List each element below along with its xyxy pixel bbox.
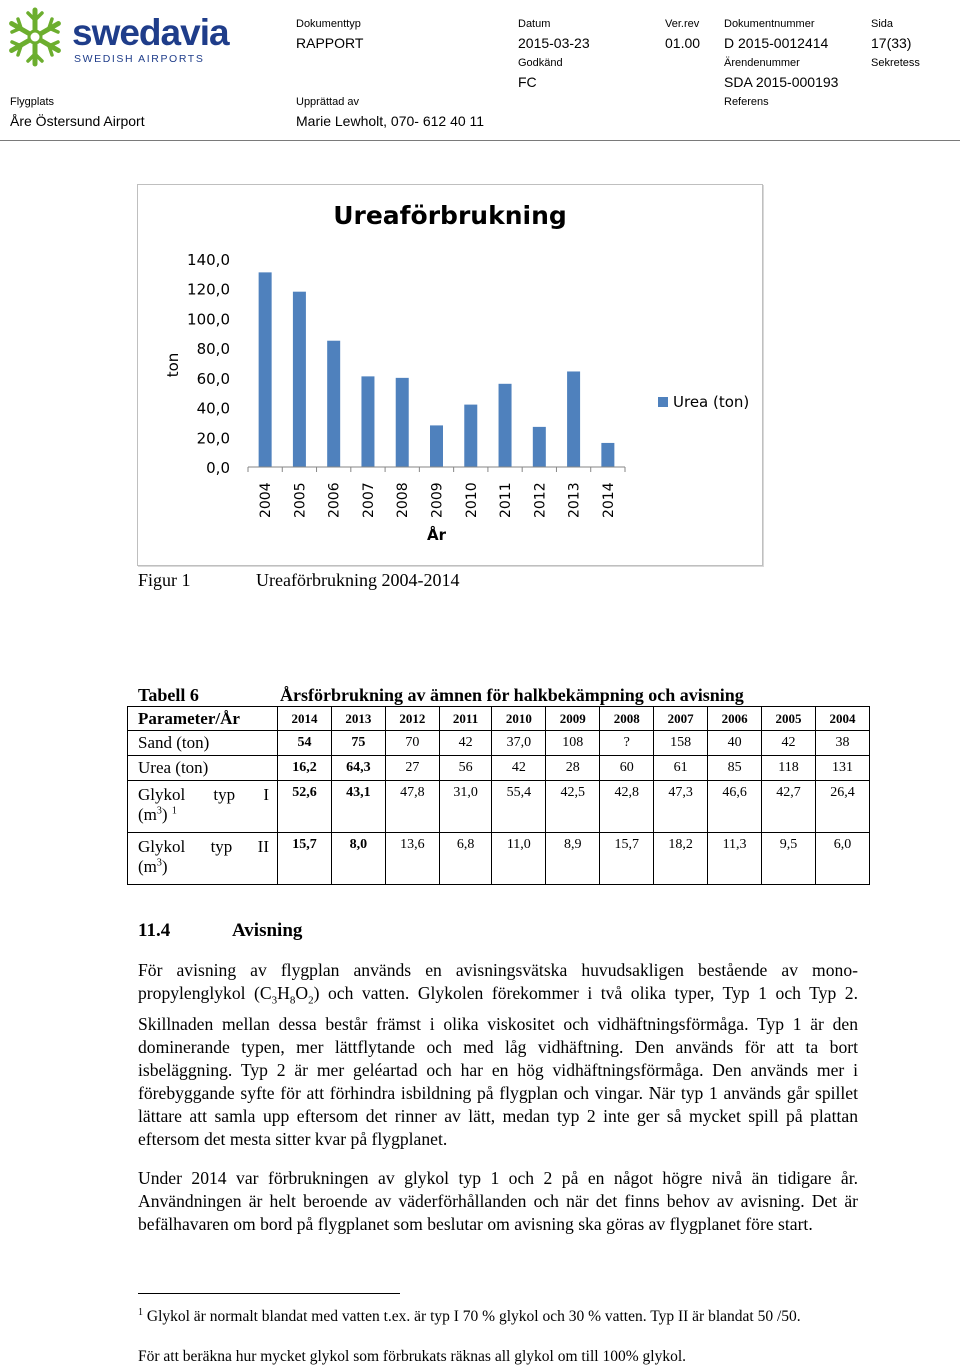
- header-divider: [0, 140, 960, 141]
- case-value: SDA 2015-000193: [724, 74, 839, 90]
- bar: [499, 384, 512, 467]
- figure-text: Ureaförbrukning 2004-2014: [256, 570, 460, 590]
- table-cell: 42,7: [762, 781, 816, 833]
- year-header: 2007: [654, 707, 708, 731]
- table-cell: 70: [385, 731, 439, 756]
- year-header: 2011: [439, 707, 492, 731]
- approved-value: FC: [518, 74, 537, 90]
- y-tick-label: 60,0: [196, 369, 230, 388]
- row-label-word: II: [257, 837, 269, 856]
- table-cell: 75: [331, 731, 385, 756]
- table-cell: 56: [439, 756, 492, 781]
- urea-chart: [137, 184, 763, 566]
- doc-type-label: Dokumenttyp: [296, 18, 361, 30]
- page-label: Sida: [871, 18, 894, 30]
- x-tick-label: 2008: [395, 482, 412, 518]
- bar: [464, 405, 477, 467]
- year-header: 2009: [546, 707, 600, 731]
- x-tick-label: 2007: [360, 482, 377, 518]
- row-label-word: I: [263, 785, 269, 804]
- footnote-text-1: Glykol är normalt blandat med vatten t.ex. är typ I 70 % glykol och 30 % vatten. Typ II är blandat 50 /50.: [146, 1308, 801, 1326]
- table-cell: 40: [708, 731, 762, 756]
- footnote-marker: 1: [138, 1307, 143, 1318]
- footnote: [138, 1303, 858, 1327]
- legend-swatch: [658, 397, 668, 407]
- footnote-ref: 1: [171, 805, 177, 817]
- x-tick-label: 2006: [326, 482, 343, 518]
- bar: [327, 341, 340, 467]
- year-header: 2013: [331, 707, 385, 731]
- table-cell: 28: [546, 756, 600, 781]
- footnote-text-2: För att beräkna hur mycket glykol som förbrukats räknas all glykol om till 100% glykol.: [138, 1348, 687, 1365]
- y-axis-label: ton: [164, 352, 182, 378]
- table-cell: 47,8: [385, 781, 439, 833]
- figure-label: Figur 1: [138, 570, 191, 590]
- legend-label: Urea (ton): [673, 393, 750, 411]
- row-label: [128, 833, 278, 885]
- airport-value: Åre Östersund Airport: [10, 113, 145, 129]
- table-cell: 52,6: [278, 781, 332, 833]
- section-title: Avisning: [232, 920, 303, 941]
- table-cell: 16,2: [278, 756, 332, 781]
- param-header: Parameter/År: [128, 707, 278, 731]
- table-cell: 61: [654, 756, 708, 781]
- table-row-glykol-1: [128, 781, 870, 833]
- y-tick-label: 120,0: [187, 280, 230, 299]
- table-cell: 158: [654, 731, 708, 756]
- row-label-unit: [138, 857, 269, 877]
- bar: [533, 427, 546, 467]
- x-tick-label: 2009: [429, 482, 446, 518]
- y-tick-label: 100,0: [187, 310, 230, 329]
- formula-o: O: [295, 983, 309, 1003]
- row-label-word: typ: [210, 837, 233, 856]
- unit-exponent: 3: [156, 857, 162, 869]
- bar: [396, 378, 409, 467]
- table-cell: 131: [815, 756, 869, 781]
- table-header-row: [128, 707, 870, 731]
- table-cell: 38: [815, 731, 869, 756]
- table-label: Tabell 6: [138, 685, 199, 705]
- brand-name: swedavia: [72, 12, 229, 53]
- rev-label: Ver.rev: [665, 18, 700, 30]
- unit-close: ): [161, 805, 168, 824]
- bar: [259, 272, 272, 467]
- section-number: 11.4: [138, 920, 171, 941]
- secrecy-label: Sekretess: [871, 57, 920, 69]
- author-label: Upprättad av: [296, 96, 359, 108]
- row-label-line: [138, 785, 269, 805]
- year-header: 2010: [492, 707, 546, 731]
- table-row-glykol-2: [128, 833, 870, 885]
- row-label-word: Glykol: [138, 837, 186, 856]
- page-value: 17(33): [871, 35, 912, 51]
- row-label-line: [138, 837, 269, 857]
- reference-label: Referens: [724, 96, 769, 108]
- x-tick-label: 2010: [463, 482, 480, 518]
- table-cell: 15,7: [278, 833, 332, 885]
- bar: [430, 425, 443, 467]
- year-header: 2006: [708, 707, 762, 731]
- table-cell: 8,9: [546, 833, 600, 885]
- paragraph-2: Under 2014 var förbrukningen av glykol typ 1 och 2 på en något högre nivå än tidigare år. Användningen är helt beroende av väderförhållanden och när det finns behov av avisning. Det är befälhavaren om bord på flygplanet som beslutar om avisning ska göras av flygplanet före start.: [138, 1168, 858, 1234]
- formula-h: H: [277, 983, 290, 1003]
- table-cell: 26,4: [815, 781, 869, 833]
- chart-plot: [138, 185, 762, 565]
- table-cell: 85: [708, 756, 762, 781]
- table-cell: 18,2: [654, 833, 708, 885]
- y-tick-label: 40,0: [196, 399, 230, 418]
- table-cell: 13,6: [385, 833, 439, 885]
- table-cell: 42,8: [600, 781, 654, 833]
- figure-caption: [138, 570, 459, 591]
- unit-text: (m: [138, 857, 157, 876]
- x-axis-title: År: [426, 526, 447, 544]
- row-label-word: typ: [213, 785, 236, 804]
- table-cell: 118: [762, 756, 816, 781]
- rev-value: 01.00: [665, 35, 701, 51]
- table-cell: 42: [492, 756, 546, 781]
- year-header: 2008: [600, 707, 654, 731]
- table-cell: 42,5: [546, 781, 600, 833]
- paragraph-1-text-a: För avisning av flygplan används en avisningsvätska huvudsakligen bestående av mono-propylenglykol (C: [138, 960, 858, 1003]
- table-cell: 15,7: [600, 833, 654, 885]
- table-cell: 64,3: [331, 756, 385, 781]
- row-label: Urea (ton): [128, 756, 278, 781]
- table-cell: 43,1: [331, 781, 385, 833]
- paragraph-1: [138, 959, 858, 1151]
- row-label-unit: [138, 805, 269, 825]
- unit-exponent: 3: [156, 805, 162, 817]
- table-cell: 42: [439, 731, 492, 756]
- unit-close: ): [161, 857, 168, 876]
- row-label: [128, 781, 278, 833]
- x-tick-label: 2014: [600, 482, 617, 518]
- table-row-urea: [128, 756, 870, 781]
- y-tick-label: 140,0: [187, 251, 230, 269]
- table-cell: 60: [600, 756, 654, 781]
- bar: [567, 371, 580, 467]
- doc-type-value: RAPPORT: [296, 35, 364, 51]
- unit-text: (m: [138, 805, 157, 824]
- x-tick-label: 2004: [258, 482, 275, 518]
- formula-sub-c: 3: [271, 994, 278, 1007]
- year-header: 2012: [385, 707, 439, 731]
- table-cell: 27: [385, 756, 439, 781]
- table-cell: 46,6: [708, 781, 762, 833]
- y-tick-label: 0,0: [206, 459, 230, 477]
- date-label: Datum: [518, 18, 551, 30]
- table-cell: 11,0: [492, 833, 546, 885]
- formula-sub-o: 2: [308, 994, 314, 1007]
- year-header: 2014: [278, 707, 332, 731]
- table-cell: 47,3: [654, 781, 708, 833]
- table-title: Årsförbrukning av ämnen för halkbekämpning och avisning: [280, 685, 744, 705]
- docnum-value: D 2015-0012414: [724, 35, 829, 51]
- table-cell: ?: [600, 731, 654, 756]
- docnum-label: Dokumentnummer: [724, 18, 815, 30]
- bar: [293, 292, 306, 467]
- footnote-divider: [138, 1293, 400, 1294]
- table-row-sand: [128, 731, 870, 756]
- table-cell: 54: [278, 731, 332, 756]
- table-cell: 31,0: [439, 781, 492, 833]
- bar: [361, 376, 374, 467]
- table-cell: 55,4: [492, 781, 546, 833]
- table-cell: 11,3: [708, 833, 762, 885]
- bar: [601, 443, 614, 467]
- paragraph-1-text-b: ) och vatten. Glykolen förekommer i två olika typer, Typ 1 och Typ 2. Skillnaden mellan dessa består främst i olika viskositet och vidhäftningsförmåga. Typ 1 är den dominerande typen, mer lättflytande och med låg vidhäftning. Den används för att ta bort isbeläggning. Typ 2 är mer geléartad och har en hög vidhäftningsförmåga. Den används mer i förebyggande syfte för att förhindra isbildning på flygplan och vingar. När typ 1 används går spillet lättare att samla upp eftersom det rinner av lätt, medan typ 2 inte ger så mycket spill på plattan eftersom det mesta sitter kvar på flygplanet.: [138, 983, 858, 1149]
- year-header: 2004: [815, 707, 869, 731]
- x-tick-label: 2013: [566, 482, 583, 518]
- y-tick-label: 20,0: [196, 429, 230, 448]
- formula-sub-h: 8: [289, 994, 296, 1007]
- brand-tagline: SWEDISH AIRPORTS: [74, 53, 205, 65]
- table-cell: 108: [546, 731, 600, 756]
- x-tick-label: 2011: [498, 482, 515, 518]
- author-value: Marie Lewholt, 070- 612 40 11: [296, 113, 485, 129]
- table-cell: 9,5: [762, 833, 816, 885]
- snowflake-logo-icon: [4, 6, 66, 68]
- year-header: 2005: [762, 707, 816, 731]
- table-cell: 6,0: [815, 833, 869, 885]
- x-tick-label: 2005: [292, 482, 309, 518]
- airport-label: Flygplats: [10, 96, 55, 108]
- table-cell: 6,8: [439, 833, 492, 885]
- row-label: Sand (ton): [128, 731, 278, 756]
- consumption-table: [127, 706, 870, 885]
- date-value: 2015-03-23: [518, 35, 590, 51]
- table-cell: 8,0: [331, 833, 385, 885]
- chart-title: Ureaförbrukning: [333, 201, 567, 230]
- table-cell: 42: [762, 731, 816, 756]
- x-tick-label: 2012: [532, 482, 549, 518]
- row-label-word: Glykol: [138, 785, 186, 804]
- table-cell: 37,0: [492, 731, 546, 756]
- approved-label: Godkänd: [518, 57, 563, 69]
- y-tick-label: 80,0: [196, 340, 230, 359]
- case-label: Ärendenummer: [724, 57, 800, 69]
